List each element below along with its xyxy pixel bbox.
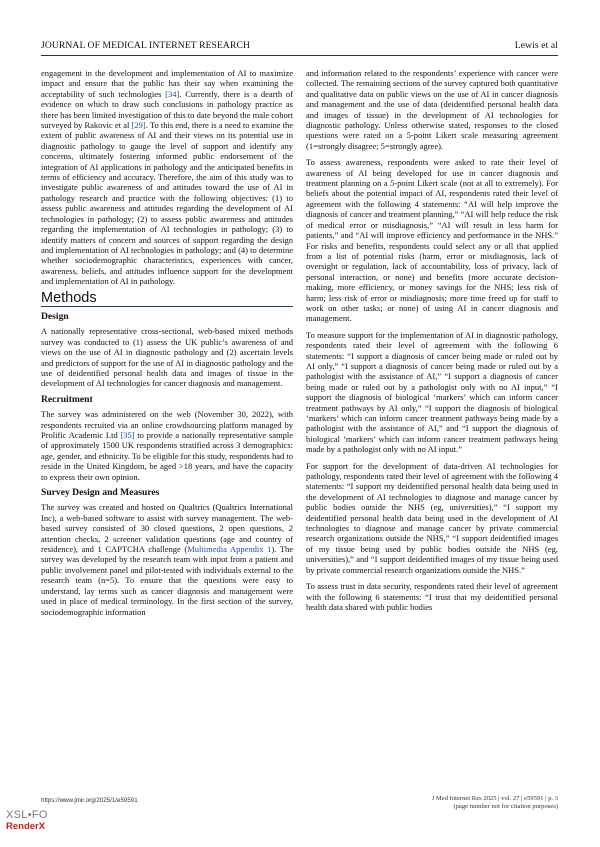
citation-line: J Med Internet Res 2025 | vol. 27 | e59591 | p. 3 <box>431 795 558 802</box>
design-heading: Design <box>41 310 69 322</box>
support-development-paragraph: For support for the development of data-driven AI technologies for pathology, respondents rated their level of agreement with the following 4 statements: “I support my deidentified personal health data being used in the development of AI technologies to diagnose and manage cancer by public bodies outside the NHS (eg, universities),” “I support my deidentified personal health data being used in the development of AI technologies to diagnose and manage cancer by private commercial research organizations outside the NHS,” “I support deidentified images of my tissue being used by public bodies outside the NHS (eg, universities),” and “I support deidentified images of my tissue being used by private commercial research organizations outside the NHS.” <box>306 460 558 575</box>
left-column <box>41 68 293 623</box>
trust-paragraph: To assess trust in data security, respondents rated their level of agreement with the following 6 statements: “I trust that my deidentified personal health data shared with public bodies <box>306 581 558 612</box>
section-rule <box>41 306 293 307</box>
survey-paragraph: The survey was created and hosted on Qualtrics (Qualtrics International Inc), a web-based software to assist with survey management. The web-based survey consisted of 30 closed questions, 2 open questions, 2 attention checks, 2 screener validation questions (age and country of residence), and 1 CAPTCHA challenge (Multimedia Appendix 1). The survey was developed by the research team with input from a patient and public involvement panel and pilot-tested with individuals external to the research team (n=5). To ensure that the questions were easy to understand, lay terms such as cancer diagnosis and management were used in place of medical terminology. In the first section of the survey, sociodemographic information <box>41 502 293 617</box>
citation-note: (page number not for citation purposes) <box>453 803 558 811</box>
logo-top-text: XSL•FO <box>6 809 48 821</box>
intro-paragraph: engagement in the development and implementation of AI to maximize impact and ensure that the public has their say when examining the acceptability of such technologies [34]. Currently, there is a dearth of evidence on which to draw such conclusions in pathology practice as there has been limited investigation of this to date beyond the male cohort surveyed by Rakovic et al [29]. To this end, there is a need to examine the extent of public awareness of AI and their views on its potential use in diagnostic pathology to gauge the level of support and identify any concerns, ultimately fostering informed public endorsement of the integration of AI applications in pathology and the anticipated benefits in terms of efficiency and accuracy. Therefore, the aim of this study was to investigate public awareness of and attitudes toward the use of AI in pathology research and practice with the following objectives: (1) to assess public awareness and attitudes regarding the development of AI technologies in pathology; (2) to assess public awareness and attitudes regarding the implementation of AI technologies in pathology; (3) to identify matters of concern and sources of support regarding the design and implementation of AI technologies in pathology; and (4) to determine whether sociodemographic characteristics, experiences with cancer, awareness, beliefs, and attitudes influence support for the development and implementation of AI in pathology. <box>41 68 294 287</box>
renderx-logo <box>6 810 48 832</box>
body-paragraph-1: and information related to the respondents’ experience with cancer were collected. The remaining sections of the survey captured both quantitative and qualitative data on public views on the use of AI in cancer diagnosis and management and the use of data (deidentified personal health data and images of tissue) in the development of AI technologies for diagnostic pathology. Unless otherwise stated, responses to the closed questions were rated on a 5-point Likert scale measuring agreement (1=strongly disagree; 5=strongly agree). <box>306 68 558 151</box>
recruitment-heading: Recruitment <box>41 393 93 405</box>
support-implementation-paragraph: To measure support for the implementation of AI in diagnostic pathology, respondents rated their level of agreement with the following 6 statements: “I support a diagnosis of cancer being made or ruled out by AI only,” “I support a diagnosis of cancer being made or ruled out by a pathologist with the assistance of AI,” “I support a diagnosis of cancer being made or ruled out by a pathologist only with no AI input,” “I support the diagnosis of biological ‘markers’ which can inform cancer treatment pathways by AI only,” “I support the diagnosis of biological ‘markers’ which can inform cancer treatment pathways being made by a pathologist with the assistance of AI,” and “I support the diagnosis of biological ‘markers’ which can inform cancer treatment pathways being made by a pathologist only with no AI input.” <box>306 329 558 455</box>
page-citation <box>432 795 558 811</box>
running-header <box>41 40 558 51</box>
survey-design-heading: Survey Design and Measures <box>41 487 160 499</box>
article-url[interactable]: https://www.jmir.org/2025/1/e59591 <box>41 797 138 804</box>
citation-link-34[interactable]: [34] <box>165 88 180 99</box>
citation-link-35[interactable]: [35] <box>120 430 135 440</box>
author-label: Lewis et al <box>514 40 558 51</box>
awareness-paragraph: To assess awareness, respondents were asked to rate their level of awareness of AI being developed for use in cancer diagnosis and treatment planning on a 5-point Likert scale (not at all to extremely). For beliefs about the potential impact of AI, respondents rated their level of agreement with the following 4 statements: “AI will help improve the diagnosis of cancer and treatment planning,” “AI will help reduce the risk of medical error or misdiagnosis,” “AI will result in less harm for patients,” and “AI will improve efficiency and performance in the NHS.” For risks and benefits, respondents could select any or all that applied from a list of potential risks (harm, error or misdiagnosis, lack of oversight or regulation, lack of accountability, loss of privacy, lack of personal interaction, or none) and benefits (more accurate decision-making, more efficiency, or money savings for the NHS; less risk of harm; less risk of error or misdiagnosis; more time freed up for staff to work on other tasks; or none) of using AI in cancer diagnosis and management. <box>306 157 558 324</box>
appendix-link[interactable]: Multimedia Appendix 1 <box>187 544 272 555</box>
journal-name: JOURNAL OF MEDICAL INTERNET RESEARCH <box>41 40 250 51</box>
recruitment-paragraph: The survey was administered on the web (November 30, 2022), with respondents recruited via an online crowdsourcing platform managed by Prolific Academic Ltd [35] to provide a nationally representative sample of approximately 1500 UK respondents stratified across 3 demographics: age, gender, and ethnicity. To be eligible for this study, respondents had to reside in the United Kingdom, be aged >18 years, and have the capacity to express their own opinion. <box>41 409 293 482</box>
right-column <box>306 68 558 618</box>
methods-heading: Methods <box>41 289 97 306</box>
design-paragraph: A nationally representative cross-sectional, web-based mixed methods survey was conducted to (1) assess the UK public’s awareness of and views on the use of AI in diagnostic pathology and (2) ascertain levels and predictors of support for the use of AI in diagnostic pathology and the use of deidentified personal health data and images of tissue in the development of AI technologies for cancer diagnosis and management. <box>41 326 293 389</box>
header-rule <box>41 55 558 56</box>
logo-bottom-text: RenderX <box>6 821 46 832</box>
citation-link-29[interactable]: [29] <box>131 120 146 131</box>
